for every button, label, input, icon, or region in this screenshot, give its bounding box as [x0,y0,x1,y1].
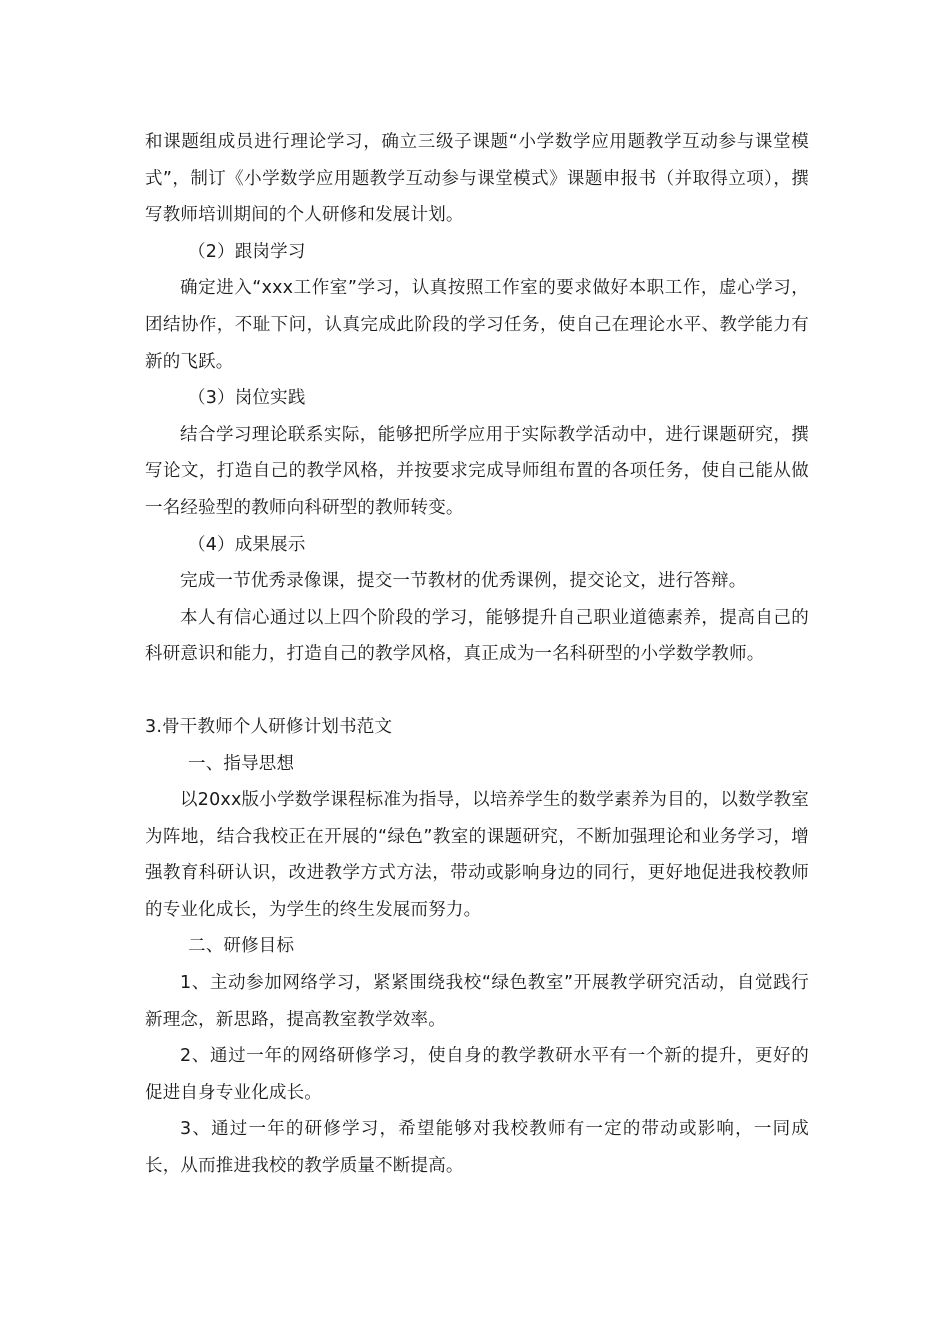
subheading-practice: （3）岗位实践 [188,388,306,409]
section-title: 3.骨干教师个人研修计划书范文 [145,716,393,737]
paragraph-practice: 结合学习理论联系实际，能够把所学应用于实际教学活动中，进行课题研究，撰写论文，打造自己的教学风格，并按要求完成导师组布置的各项任务，使自己能从做一名经验型的教师向科研型的教师转变。 [145,424,809,518]
goal-item-3: 3、通过一年的研修学习，希望能够对我校教师有一定的带动或影响，一同成长，从而推进我校的教学质量不断提高。 [145,1119,809,1177]
paragraph-conclusion: 本人有信心通过以上四个阶段的学习，能够提升自己职业道德素养，提高自己的科研意识和能力，打造自己的教学风格，真正成为一名科研型的小学数学教师。 [145,607,809,665]
section-spacer [145,673,809,709]
paragraph-results: 完成一节优秀录像课，提交一节教材的优秀课例，提交论文，进行答辩。 [180,571,747,592]
heading-guiding-ideology: 一、指导思想 [188,753,295,774]
document-body [145,124,809,1185]
paragraph-guiding-ideology: 以20xx版小学数学课程标准为指导，以培养学生的数学素养为目的，以数学教室为阵地，结合我校正在开展的“绿色”教室的课题研究，不断加强理论和业务学习，增强教育科研认识，改进教学方式方法，带动或影响身边的同行，更好地促进我校教师的专业化成长，为学生的终生发展而努力。 [145,790,809,920]
paragraph-job-shadowing: 确定进入“xxx工作室”学习，认真按照工作室的要求做好本职工作，虚心学习，团结协作，不耻下问，认真完成此阶段的学习任务，使自己在理论水平、教学能力有新的飞跃。 [145,278,809,372]
goal-item-1: 1、主动参加网络学习，紧紧围绕我校“绿色教室”开展教学研究活动，自觉践行新理念，新思路，提高教室教学效率。 [145,973,809,1030]
subheading-results: （4）成果展示 [188,534,306,555]
heading-research-goals: 二、研修目标 [188,936,295,957]
subheading-job-shadowing: （2）跟岗学习 [188,241,306,262]
paragraph-research-plan: 和课题组成员进行理论学习，确立三级子课题“小学数学应用题教学互动参与课堂模式”，制订《小学数学应用题教学互动参与课堂模式》课题申报书（并取得立项），撰写教师培训期间的个人研修和发展计划。 [145,132,809,226]
goal-item-2: 2、通过一年的网络研修学习，使自身的教学教研水平有一个新的提升，更好的促进自身专业化成长。 [145,1046,809,1103]
